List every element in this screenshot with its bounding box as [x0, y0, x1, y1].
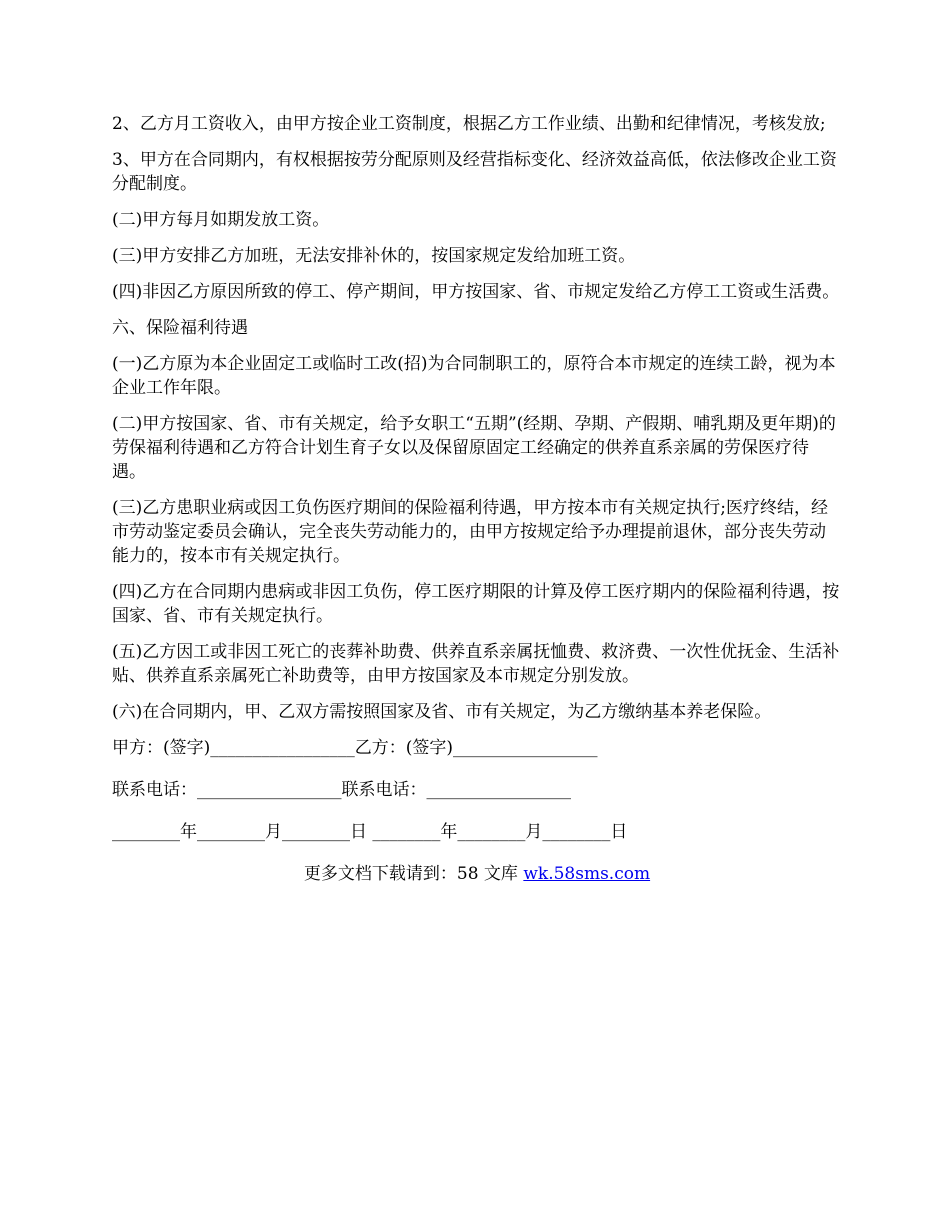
section-heading-insurance: 六、保险福利待遇 — [112, 318, 248, 338]
paragraph-female-benefits: (二)甲方按国家、省、市有关规定，给予女职工“五期”(经期、孕期、产假期、哺乳期及更年期)的劳保福利待遇和乙方符合计划生育子女以及保留原固定工经确定的供养直系亲属的劳保医疗待遇。 — [112, 414, 836, 482]
document-body — [112, 112, 842, 898]
paragraph-pay-on-time: (二)甲方每月如期发放工资。 — [112, 210, 330, 230]
footer — [112, 862, 842, 886]
paragraph-death-benefits: (五)乙方因工或非因工死亡的丧葬补助费、供养直系亲属抚恤费、救济费、一次性优抚金、生活补贴、供养直系亲属死亡补助费等，由甲方按国家及本市规定分别发放。 — [112, 642, 840, 686]
paragraph-illness: (四)乙方在合同期内患病或非因工负伤，停工医疗期限的计算及停工医疗期内的保险福利待遇，按国家、省、市有关规定执行。 — [112, 582, 840, 626]
paragraph-overtime: (三)甲方安排乙方加班，无法安排补休的，按国家规定发给加班工资。 — [112, 246, 636, 266]
paragraph-salary-income: 2、乙方月工资收入，由甲方按企业工资制度，根据乙方工作业绩、出勤和纪律情况，考核发放; — [112, 114, 826, 134]
paragraph-seniority: (一)乙方原为本企业固定工或临时工改(招)为合同制职工的，原符合本市规定的连续工龄，视为本企业工作年限。 — [112, 354, 836, 398]
paragraph-pension: (六)在合同期内，甲、乙双方需按照国家及省、市有关规定，为乙方缴纳基本养老保险。 — [112, 702, 772, 722]
paragraph-work-stoppage: (四)非因乙方原因所致的停工、停产期间，甲方按国家、省、市规定发给乙方停工工资或生活费。 — [112, 282, 840, 302]
paragraph-occupational-disease: (三)乙方患职业病或因工负伤医疗期间的保险福利待遇，甲方按本市有关规定执行;医疗终结，经市劳动鉴定委员会确认，完全丧失劳动能力的，由甲方按规定给予办理提前退休，部分丧失劳动能力的，按本市有关规定执行。 — [112, 498, 828, 566]
footer-link[interactable]: wk.58sms.com — [523, 864, 651, 884]
phone-line: 联系电话：_________________联系电话：_________________ — [112, 780, 571, 800]
signature-line: 甲方：(签字)_________________乙方：(签字)_________________ — [112, 738, 598, 758]
paragraph-salary-system: 3、甲方在合同期内，有权根据按劳分配原则及经营指标变化、经济效益高低，依法修改企业工资分配制度。 — [112, 150, 837, 194]
date-line: ________年________月________日 ________年________月________日 — [112, 822, 628, 842]
footer-prefix: 更多文档下载请到：58 文库 — [303, 864, 524, 884]
